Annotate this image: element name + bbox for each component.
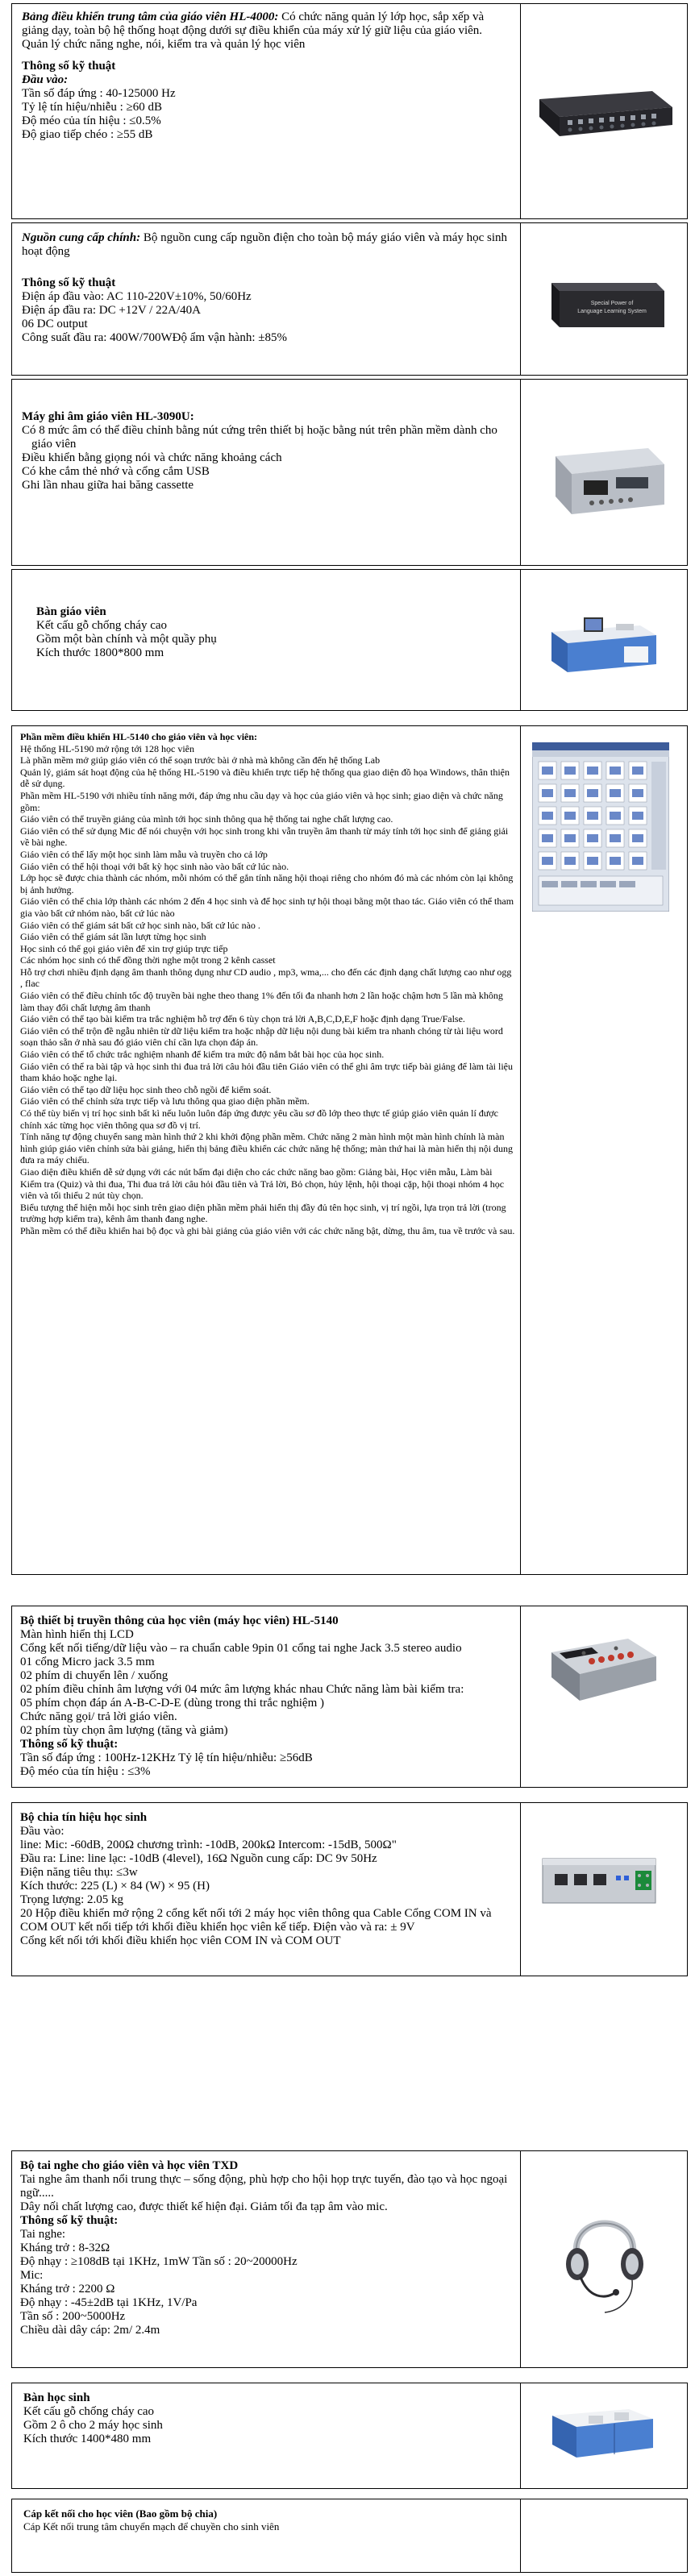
- s8-line-1: Dây nối chất lượng cao, được thiết kế hiện đại. Giảm tối đa tạp âm vào mic.: [20, 2200, 388, 2213]
- s1-input-title: Đầu vào:: [22, 73, 69, 86]
- s5-line-2: Quản lý, giám sát hoạt động của hệ thống HL-5190 và điều khiển trực tiếp hệ thống qua giao diện đồ họa Windows, thân thiện dễ sử dụng.: [20, 766, 510, 790]
- s8-spec-7: Chiều dài dây cáp: 2m/ 2.4m: [20, 2324, 160, 2337]
- s5-line-11: Giáo viên có thể giám sát lần lượt từng học sinh: [20, 931, 206, 943]
- s5-line-7: Giáo viên có thể hội thoại với bất kỳ học sinh nào vào bất cứ lúc nào.: [20, 860, 289, 872]
- s5-line-12: Học sinh có thể gọi giáo viên để xin trợ giúp trực tiếp: [20, 942, 228, 954]
- s7-line-7: Cổng kết nối tới khối điều khiển học viên COM IN và COM OUT: [20, 1934, 341, 1947]
- s6-line-1: Cổng kết nối tiếng/dữ liệu vào – ra chuẩn cable 9pin 01 cổng tai nghe Jack 3.5 stereo audio: [20, 1642, 462, 1655]
- student-device-image: [535, 1624, 664, 1713]
- s8-spec-4: Kháng trở : 2200 Ω: [20, 2283, 115, 2296]
- s1-title: Bảng điều khiển trung tâm của giáo viên HL-4000:: [22, 10, 279, 23]
- recorder-image: [535, 416, 672, 529]
- s7-line-1: line: Mic: -60dB, 200Ω chương trình: -10dB, 200kΩ Intercom: -15dB, 500Ω": [20, 1839, 397, 1851]
- s6-spec-0: Tần số đáp ứng : 100Hz-12KHz Tỷ lệ tín hiệu/nhiễu: ≥56dB: [20, 1751, 313, 1764]
- s5-line-26: Phần mềm có thể điều khiển hai bộ đọc và ghi bài giảng của giáo viên với các chức năng bật, dừng, thu âm, tua về trước và sau.: [20, 1224, 515, 1236]
- s8-spec-5: Độ nhạy : -45±2dB tại 1KHz, 1V/Pa: [20, 2296, 198, 2309]
- power-supply-label-line1: Special Power of: [590, 301, 634, 306]
- s6-line-5: 05 phím chọn đáp án A-B-C-D-E (dùng trong thi trắc nghiệm ): [20, 1697, 325, 1710]
- s7-line-6: 20 Hộp điều khiển mở rộng 2 cổng kết nối tới 2 máy học viên thông qua Cable Cổng COM IN và COM OUT kết nối tiếp tới khối điều khiển học viên kế tiếp. Điện vào và ra: ± 9V: [20, 1907, 492, 1934]
- s5-line-10: Giáo viên có thể giám sát bất cứ học sinh nào, bất cứ lúc nào .: [20, 919, 260, 931]
- s5-line-22: Có thể tùy biến vị trí học sinh bất kì nếu luôn luôn đáp ứng được yêu cầu sơ đồ lớp theo thực tế giúp giáo viên quản lí được chính xác từng học viên thông qua sơ đồ vị trí.: [20, 1107, 498, 1131]
- s7-title: Bộ chia tín hiệu học sinh: [20, 1811, 148, 1824]
- software-screenshot-image: [532, 742, 669, 912]
- s5-line-14: Hỗ trợ chơi nhiều định dạng âm thanh thông dụng như CD audio , mp3, wma,... cho đến các định dạng chất lượng cao như ogg , flac: [20, 966, 512, 990]
- section-teacher-control-panel: [11, 3, 688, 219]
- s6-line-0: Màn hình hiển thị LCD: [20, 1628, 134, 1641]
- power-supply-label-line2: Language Learning System: [577, 309, 647, 314]
- s2-title-rest: Bộ nguồn cung cấp nguồn điện cho toàn bộ máy giáo viên và máy học sinh hoạt động: [22, 231, 508, 258]
- s2-specs-title: Thông số kỹ thuật: [22, 276, 116, 289]
- s6-specs-title: Thông số kỹ thuật:: [20, 1738, 119, 1751]
- s4-line-1: Gồm một bàn chính và một quầy phụ: [36, 633, 217, 646]
- s6-line-4: 02 phím điều chỉnh âm lượng với 04 mức âm lượng khác nhau Chức năng làm bài kiểm tra:: [20, 1683, 464, 1696]
- s6-line-7: 02 phím tùy chọn âm lượng (tăng và giảm): [20, 1724, 228, 1737]
- s2-line-0: Điện áp đầu vào: AC 110-220V±10%, 50/60Hz: [22, 290, 252, 303]
- s7-line-2: Đầu ra: Line: line lạc: -10dB (4level), 16Ω Nguồn cung cấp: DC 9v 50Hz: [20, 1852, 377, 1865]
- s1-line-0: Tần số đáp ứng : 40-125000 Hz: [22, 87, 176, 100]
- power-supply-image: [535, 263, 672, 335]
- s5-line-0: Hệ thống HL-5190 mở rộng tới 128 học viên: [20, 742, 194, 754]
- s5-line-1: Là phần mềm mở giúp giáo viên có thể soạn trước bài ở nhà mà không cần đến hệ thống Lab: [20, 754, 381, 767]
- s3-line-3: Ghi lần nhau giữa hai băng cassette: [22, 479, 194, 492]
- s10-title: Cáp kết nối cho học viên (Bao gồm bộ chia): [23, 2507, 218, 2520]
- section-student-cable: [11, 2499, 688, 2573]
- control-panel-image: [531, 75, 676, 147]
- s1-line-3: Độ giao tiếp chéo : ≥55 dB: [22, 128, 153, 141]
- s3-line-0: Có 8 mức âm có thể điều chỉnh bằng nút cứng trên thiết bị hoặc bằng nút trên phần mềm dành cho giáo viên: [22, 424, 497, 451]
- s4-title: Bàn giáo viên: [36, 605, 106, 618]
- s1-line-1: Tỷ lệ tín hiệu/nhiễu : ≥60 dB: [22, 101, 163, 114]
- s9-line-0: Kết cấu gỗ chống cháy cao: [23, 2405, 155, 2418]
- s1-line2: Quản lý chức năng nghe, nói, kiểm tra và quản lý học viên: [22, 38, 306, 51]
- s3-title: Máy ghi âm giáo viên HL-3090U:: [22, 410, 194, 423]
- s7-line-5: Trọng lượng: 2.05 kg: [20, 1893, 124, 1906]
- section-headset: [11, 2150, 688, 2368]
- s5-line-6: Giáo viên có thể lấy một học sinh làm mẫu và truyền cho cả lớp: [20, 848, 268, 860]
- teacher-desk-image: [535, 600, 672, 680]
- student-desk-image: [540, 2391, 661, 2464]
- s5-line-9: Giáo viên có thể chia lớp thành các nhóm 2 đến 4 học sinh và để học sinh tự hội thoại bằng một thao tác. Giáo viên có thể tham gia vào bất cứ nhóm nào, bất cứ lúc nào: [20, 895, 514, 919]
- s5-line-20: Giáo viên có thể tạo dữ liệu học sinh theo chỗ ngồi để kiểm soát.: [20, 1083, 272, 1095]
- s8-spec-1: Kháng trở : 8-32Ω: [20, 2242, 110, 2254]
- s5-line-17: Giáo viên có thể trộn đề ngẫu nhiên từ dữ liệu kiểm tra hoặc nhập dữ liệu nội dung bài kiểm tra nhanh chóng từ tài liệu word soạn thảo sẵn ở nhà sau đó giáo viên chỉ cần lựa chọn đáp án.: [20, 1024, 503, 1049]
- s5-line-19: Giáo viên có thể ra bài tập và học sinh thi đua trả lời câu hỏi đầu tiên Giáo viên có thể ghi âm trực tiếp bài giảng để làm tài liệu tham khảo hoặc nghe lại.: [20, 1060, 513, 1084]
- s5-line-13: Các nhóm học sinh có thể đồng thời nghe một trong 2 kênh casset: [20, 954, 276, 966]
- s8-spec-6: Tần số : 200~5000Hz: [20, 2310, 126, 2323]
- s5-line-16: Giáo viên có thể tạo bài kiểm tra trắc nghiệm hỗ trợ đến 6 tùy chọn trả lời A,B,C,D,E,F hoặc định dạng True/False.: [20, 1013, 465, 1025]
- s6-line-6: Chức năng gọi/ trả lời giáo viên.: [20, 1710, 177, 1723]
- s8-spec-0: Tai nghe:: [20, 2228, 66, 2241]
- s1-title-rest: Có chức năng quản lý lớp học, sắp xếp và giảng dạy, toàn bộ hệ thống hoạt động dưới sự điều khiển của máy xử lý giữ liệu của giáo viên.: [22, 10, 485, 37]
- s9-line-2: Kích thước 1400*480 mm: [23, 2433, 152, 2445]
- s7-line-0: Đầu vào:: [20, 1825, 65, 1838]
- s9-line-1: Gồm 2 ô cho 2 máy học sinh: [23, 2419, 163, 2432]
- s5-line-21: Giáo viên có thể chỉnh sửa trực tiếp và lưu thông qua giao diện phần mềm.: [20, 1095, 310, 1107]
- s6-title: Bộ thiết bị truyền thông của học viên (máy học viên) HL-5140: [20, 1614, 339, 1627]
- s5-line-5: Giáo viên có thể sử dụng Mic để nói chuyện với học sinh trong khi vẫn truyền âm thanh từ máy tính tới học sinh để giảng giải về bài nghe.: [20, 825, 509, 849]
- s5-title: Phần mềm điều khiển HL-5140 cho giáo viên và học viên:: [20, 731, 258, 742]
- section-power-supply: [11, 222, 688, 376]
- section-teacher-recorder: [11, 379, 688, 566]
- s8-spec-2: Độ nhạy : ≥108dB tại 1KHz, 1mW Tần số : 20~20000Hz: [20, 2255, 298, 2268]
- s2-line-3: Công suất đầu ra: 400W/700WĐộ ẩm vận hành: ±85%: [22, 331, 287, 344]
- section-student-device: [11, 1606, 688, 1788]
- headset-image: [556, 2193, 653, 2314]
- s3-line-1: Điều khiển bằng giọng nói và chức năng khoảng cách: [22, 451, 282, 464]
- s8-title: Bộ tai nghe cho giáo viên và học viên TXD: [20, 2159, 239, 2172]
- section-teacher-desk: [11, 569, 688, 711]
- section-student-desk: [11, 2383, 688, 2489]
- s10-line-0: Cáp Kết nối trung tâm chuyển mạch để chuyền cho sinh viên: [23, 2520, 280, 2532]
- s6-line-3: 02 phím di chuyển lên / xuống: [20, 1669, 169, 1682]
- s4-line-2: Kích thước 1800*800 mm: [36, 646, 164, 659]
- s1-line-2: Độ méo của tín hiệu : ≤0.5%: [22, 114, 161, 127]
- s8-line-0: Tai nghe âm thanh nổi trung thực – sống động, phù hợp cho hội họp trực tuyến, đào tạo và học ngoại ngữ.....: [20, 2173, 508, 2200]
- s5-line-25: Biểu tượng thể hiện mỗi học sinh trên giao diện phần mềm phải hiển thị đầy đủ tên học sinh, vị trí ngồi, lựa trọn trả lời (trong trường hợp kiểm tra), kênh âm thanh đang nghe.: [20, 1201, 506, 1225]
- s7-line-4: Kích thước: 225 (L) × 84 (W) × 95 (H): [20, 1880, 210, 1893]
- s7-line-3: Điện năng tiêu thụ: ≤3w: [20, 1866, 138, 1879]
- s5-line-23: Tính năng tự động chuyển sang màn hình thứ 2 khi khởi động phần mềm. Chức năng 2 màn hình một màn hình chính là màn hình giúp giáo viên chỉnh sửa bài giảng, hiển thị bảng điều khiển các chức năng hệ thống; màn thứ hai là màn hiển thị nội dung đưa ra máy chiếu.: [20, 1131, 514, 1166]
- s9-title: Bàn học sinh: [23, 2391, 90, 2404]
- s6-line-2: 01 cổng Micro jack 3.5 mm: [20, 1656, 155, 1668]
- signal-splitter-image: [539, 1847, 668, 1919]
- s2-line-2: 06 DC output: [22, 318, 88, 330]
- s8-specs-title: Thông số kỹ thuật:: [20, 2214, 119, 2227]
- s1-specs-title: Thông số kỹ thuật: [22, 60, 116, 73]
- s5-line-15: Giáo viên có thể điều chỉnh tốc độ truyền bài nghe theo thang 1% đến tối đa nhanh hơn 2 lần hoặc chậm hơn 5 lần mà không làm thay đổi chất lượng âm thanh: [20, 990, 503, 1013]
- s6-spec-1: Độ méo của tín hiệu : ≤3%: [20, 1765, 151, 1778]
- s5-line-4: Giáo viên có thể truyền giảng của mình tới học sinh thông qua hệ thống tai nghe chất lượng cao.: [20, 813, 393, 825]
- s2-line-1: Điện áp đầu ra: DC +12V / 22A/40A: [22, 304, 201, 317]
- s5-line-3: Phần mềm HL-5190 với nhiều tính năng mới, đáp ứng nhu cầu dạy và học của giáo viên và học sinh; giao diện và chức năng gồm:: [20, 789, 503, 813]
- s5-line-24: Giao diện điều khiển dễ sử dụng với các nút bấm đại diện cho các chức năng bao gồm: Giảng bài, Học viên mẫu, Làm bài Kiểm tra (Quiz) và thi đua, Thi đua trả lời câu hỏi đầu tiên và Trả lời, Bỏ chọn, hủy lệnh, hội thoại cặp, hội thoại nhóm 4 học viên và tối thiểu 2 nút tùy chọn.: [20, 1165, 505, 1202]
- section-signal-splitter: [11, 1802, 688, 1976]
- s5-line-8: Lớp học sẽ được chia thành các nhóm, mỗi nhóm có thể gắn tính năng hội thoại riêng cho nhóm đó mà các nhóm còn lại không bị ảnh hưởng.: [20, 872, 514, 895]
- s4-line-0: Kết cấu gỗ chống cháy cao: [36, 619, 168, 632]
- s8-spec-3: Mic:: [20, 2269, 44, 2282]
- s2-title: Nguồn cung cấp chính:: [22, 231, 141, 244]
- s3-line-2: Có khe cắm thẻ nhớ và cổng cắm USB: [22, 465, 210, 478]
- s5-line-18: Giáo viên có thể tổ chức trắc nghiệm nhanh để kiểm tra mức độ nắm bắt bài học của học sinh.: [20, 1049, 385, 1061]
- section-control-software: [11, 725, 688, 1575]
